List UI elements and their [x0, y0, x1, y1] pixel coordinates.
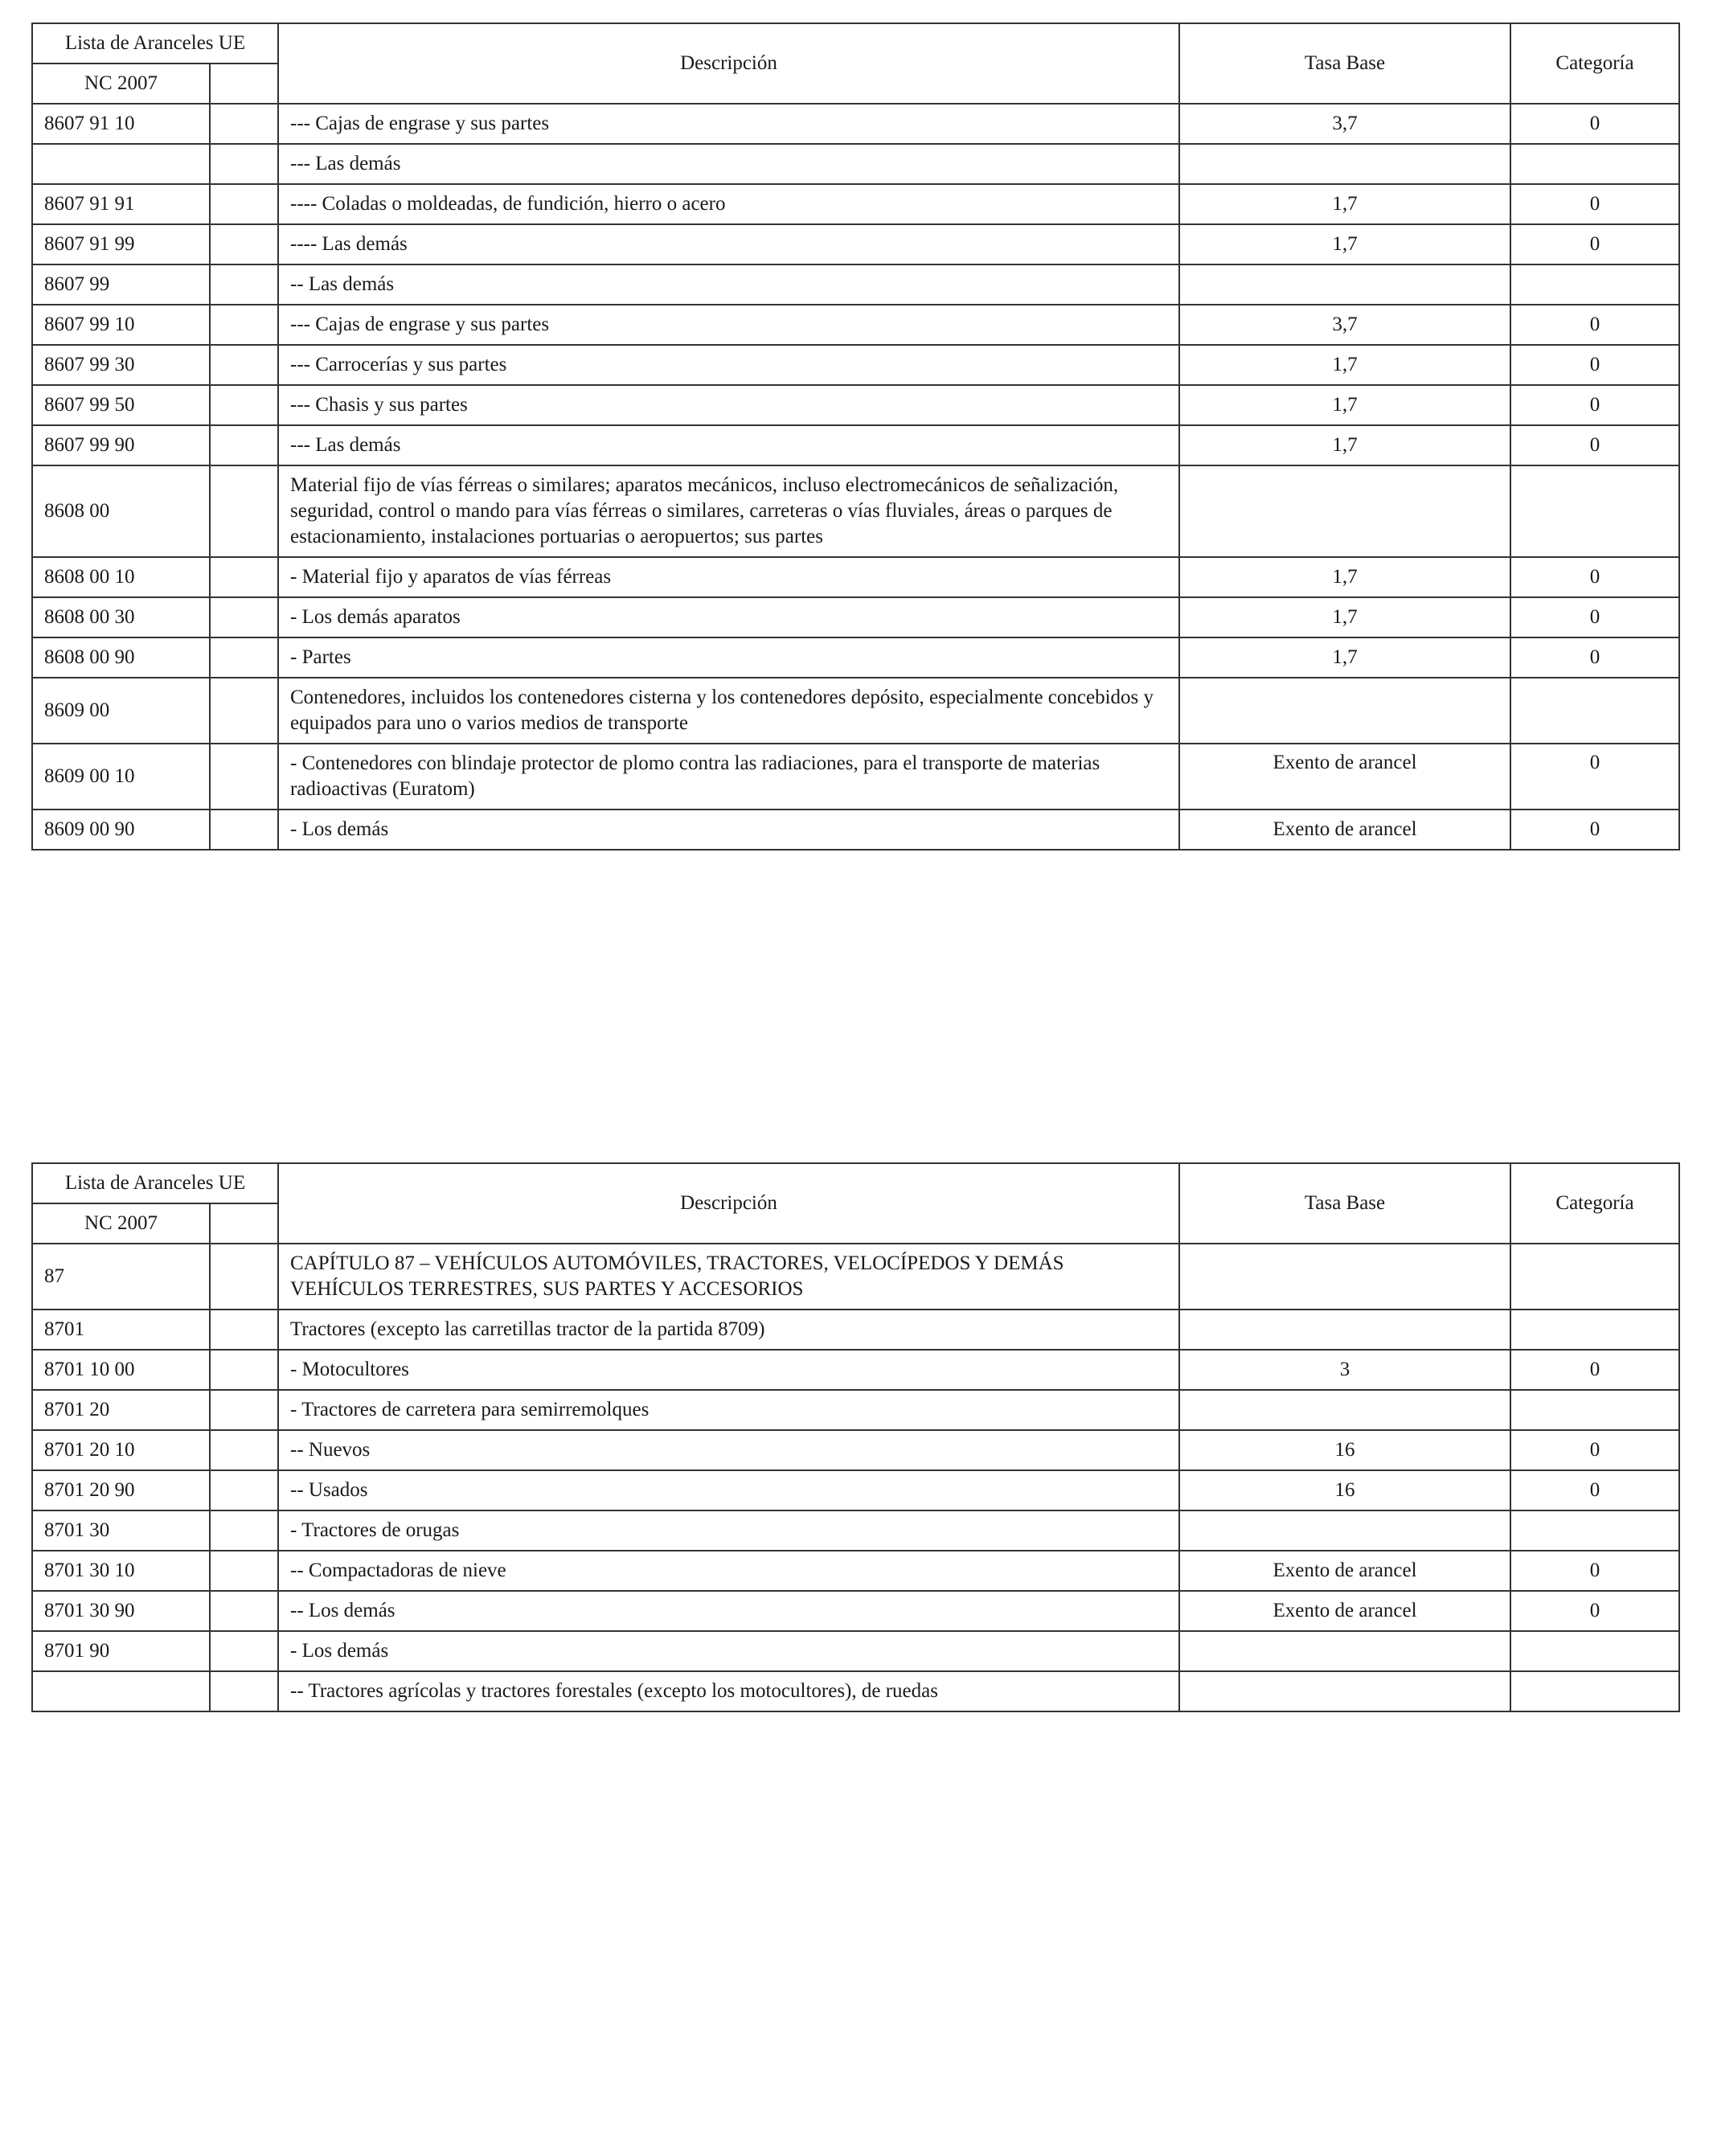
- nc-subcell: [210, 1310, 278, 1350]
- header-description: Descripción: [278, 23, 1179, 104]
- nc-code-cell: 8607 99 50: [32, 385, 210, 425]
- base-rate-cell: [1179, 1631, 1510, 1671]
- nc-code-cell: 8607 91 99: [32, 224, 210, 264]
- header-base-rate: Tasa Base: [1179, 1163, 1510, 1244]
- nc-subcell: [210, 264, 278, 305]
- table-row: [32, 744, 1679, 810]
- category-cell: 0: [1510, 810, 1679, 850]
- base-rate-cell: 3,7: [1179, 305, 1510, 345]
- nc-subcell: [210, 810, 278, 850]
- nc-code-cell: 8609 00 10: [32, 744, 210, 810]
- table-row: [32, 224, 1679, 264]
- description-cell: - Tractores de orugas: [278, 1510, 1179, 1551]
- description-cell: ---- Las demás: [278, 224, 1179, 264]
- description-cell: --- Las demás: [278, 425, 1179, 465]
- table-row: [32, 1631, 1679, 1671]
- nc-subcell: [210, 1551, 278, 1591]
- description-cell: --- Cajas de engrase y sus partes: [278, 104, 1179, 144]
- nc-code-cell: 8701: [32, 1310, 210, 1350]
- nc-subcell: [210, 1510, 278, 1551]
- category-cell: [1510, 1244, 1679, 1310]
- header-list-label: Lista de Aranceles UE: [32, 1163, 278, 1203]
- category-cell: 0: [1510, 1350, 1679, 1390]
- description-cell: - Partes: [278, 637, 1179, 678]
- header-category: Categoría: [1510, 1163, 1679, 1244]
- nc-subcell: [210, 678, 278, 744]
- table-row: [32, 425, 1679, 465]
- table-body: [32, 1244, 1679, 1711]
- nc-subcell: [210, 305, 278, 345]
- table-row: [32, 810, 1679, 850]
- base-rate-cell: 16: [1179, 1430, 1510, 1470]
- table-row: [32, 637, 1679, 678]
- nc-subcell: [210, 425, 278, 465]
- base-rate-cell: Exento de arancel: [1179, 810, 1510, 850]
- nc-subcell: [210, 345, 278, 385]
- description-cell: - Material fijo y aparatos de vías férreas: [278, 557, 1179, 597]
- category-cell: 0: [1510, 557, 1679, 597]
- base-rate-cell: [1179, 1510, 1510, 1551]
- description-cell: - Los demás: [278, 810, 1179, 850]
- nc-subcell: [210, 637, 278, 678]
- table-row: [32, 1671, 1679, 1711]
- base-rate-cell: 1,7: [1179, 637, 1510, 678]
- base-rate-cell: 1,7: [1179, 557, 1510, 597]
- description-cell: -- Las demás: [278, 264, 1179, 305]
- category-cell: 0: [1510, 1430, 1679, 1470]
- base-rate-cell: 1,7: [1179, 184, 1510, 224]
- description-cell: --- Carrocerías y sus partes: [278, 345, 1179, 385]
- nc-subcell: [210, 385, 278, 425]
- description-cell: Material fijo de vías férreas o similares; aparatos mecánicos, incluso electromecánicos de señalización, seguridad, control o mando para vías férreas o similares, carreteras o vías fluviales, áreas o parques de estacionamiento, instalaciones portuarias o aeropuertos; sus partes: [278, 465, 1179, 557]
- header-category: Categoría: [1510, 23, 1679, 104]
- table-row: [32, 1551, 1679, 1591]
- table-row: [32, 1310, 1679, 1350]
- table-row: [32, 385, 1679, 425]
- nc-subcell: [210, 1350, 278, 1390]
- description-cell: CAPÍTULO 87 – VEHÍCULOS AUTOMÓVILES, TRACTORES, VELOCÍPEDOS Y DEMÁS VEHÍCULOS TERRESTRES, SUS PARTES Y ACCESORIOS: [278, 1244, 1179, 1310]
- base-rate-cell: [1179, 465, 1510, 557]
- nc-subcell: [210, 224, 278, 264]
- nc-subcell: [210, 1390, 278, 1430]
- nc-subcell: [210, 104, 278, 144]
- description-cell: - Contenedores con blindaje protector de plomo contra las radiaciones, para el transporte de materias radioactivas (Euratom): [278, 744, 1179, 810]
- table-row: [32, 184, 1679, 224]
- category-cell: 0: [1510, 1551, 1679, 1591]
- table-row: [32, 144, 1679, 184]
- description-cell: -- Compactadoras de nieve: [278, 1551, 1179, 1591]
- base-rate-cell: Exento de arancel: [1179, 1551, 1510, 1591]
- base-rate-cell: 3: [1179, 1350, 1510, 1390]
- nc-subcell: [210, 144, 278, 184]
- category-cell: 0: [1510, 184, 1679, 224]
- base-rate-cell: 1,7: [1179, 224, 1510, 264]
- nc-code-cell: 8609 00 90: [32, 810, 210, 850]
- category-cell: [1510, 1390, 1679, 1430]
- category-cell: 0: [1510, 425, 1679, 465]
- description-cell: --- Las demás: [278, 144, 1179, 184]
- nc-code-cell: 8608 00: [32, 465, 210, 557]
- category-cell: [1510, 1310, 1679, 1350]
- table-row: [32, 557, 1679, 597]
- nc-subcell: [210, 744, 278, 810]
- description-cell: Tractores (excepto las carretillas tractor de la partida 8709): [278, 1310, 1179, 1350]
- base-rate-cell: 16: [1179, 1470, 1510, 1510]
- tariff-table-2: [31, 1162, 1680, 1712]
- nc-subcell: [210, 184, 278, 224]
- category-cell: [1510, 1671, 1679, 1711]
- description-cell: -- Nuevos: [278, 1430, 1179, 1470]
- nc-code-cell: 8607 99 10: [32, 305, 210, 345]
- nc-subcell: [210, 1631, 278, 1671]
- table-row: [32, 1470, 1679, 1510]
- nc-code-cell: 8701 20: [32, 1390, 210, 1430]
- nc-subcell: [210, 1430, 278, 1470]
- category-cell: 0: [1510, 637, 1679, 678]
- category-cell: 0: [1510, 305, 1679, 345]
- nc-code-cell: 8608 00 10: [32, 557, 210, 597]
- nc-code-cell: 8608 00 90: [32, 637, 210, 678]
- table-row: [32, 264, 1679, 305]
- category-cell: [1510, 465, 1679, 557]
- nc-code-cell: 8701 30: [32, 1510, 210, 1551]
- nc-code-cell: 8607 91 10: [32, 104, 210, 144]
- table-row: [32, 1350, 1679, 1390]
- nc-code-cell: 8607 99 30: [32, 345, 210, 385]
- nc-code-cell: [32, 1671, 210, 1711]
- header-nc-subcell: [210, 64, 278, 104]
- base-rate-cell: [1179, 1390, 1510, 1430]
- nc-code-cell: 8607 99: [32, 264, 210, 305]
- base-rate-cell: [1179, 144, 1510, 184]
- nc-subcell: [210, 465, 278, 557]
- category-cell: 0: [1510, 385, 1679, 425]
- nc-code-cell: 8701 10 00: [32, 1350, 210, 1390]
- header-nc-label: NC 2007: [32, 64, 210, 104]
- nc-code-cell: 87: [32, 1244, 210, 1310]
- table-row: [32, 597, 1679, 637]
- base-rate-cell: [1179, 264, 1510, 305]
- nc-subcell: [210, 1244, 278, 1310]
- category-cell: [1510, 144, 1679, 184]
- nc-subcell: [210, 557, 278, 597]
- base-rate-cell: 1,7: [1179, 425, 1510, 465]
- category-cell: 0: [1510, 1591, 1679, 1631]
- base-rate-cell: [1179, 1244, 1510, 1310]
- nc-code-cell: 8607 91 91: [32, 184, 210, 224]
- table-header: [32, 23, 1679, 104]
- nc-code-cell: [32, 144, 210, 184]
- tariff-table-1: [31, 23, 1680, 851]
- nc-code-cell: 8608 00 30: [32, 597, 210, 637]
- description-cell: Contenedores, incluidos los contenedores cisterna y los contenedores depósito, especialmente concebidos y equipados para uno o varios medios de transporte: [278, 678, 1179, 744]
- nc-code-cell: 8701 90: [32, 1631, 210, 1671]
- category-cell: [1510, 264, 1679, 305]
- category-cell: [1510, 678, 1679, 744]
- base-rate-cell: 1,7: [1179, 345, 1510, 385]
- base-rate-cell: 3,7: [1179, 104, 1510, 144]
- table-row: [32, 1244, 1679, 1310]
- table-row: [32, 1510, 1679, 1551]
- header-base-rate: Tasa Base: [1179, 23, 1510, 104]
- description-cell: - Los demás: [278, 1631, 1179, 1671]
- category-cell: 0: [1510, 345, 1679, 385]
- table-row: [32, 678, 1679, 744]
- category-cell: 0: [1510, 224, 1679, 264]
- description-cell: -- Tractores agrícolas y tractores forestales (excepto los motocultores), de ruedas: [278, 1671, 1179, 1711]
- description-cell: -- Usados: [278, 1470, 1179, 1510]
- nc-subcell: [210, 597, 278, 637]
- description-cell: -- Los demás: [278, 1591, 1179, 1631]
- nc-code-cell: 8609 00: [32, 678, 210, 744]
- header-nc-label: NC 2007: [32, 1203, 210, 1244]
- table-header: [32, 1163, 1679, 1244]
- category-cell: 0: [1510, 744, 1679, 810]
- nc-subcell: [210, 1671, 278, 1711]
- table-row: [32, 1591, 1679, 1631]
- nc-code-cell: 8607 99 90: [32, 425, 210, 465]
- nc-code-cell: 8701 20 10: [32, 1430, 210, 1470]
- nc-code-cell: 8701 30 90: [32, 1591, 210, 1631]
- category-cell: 0: [1510, 1470, 1679, 1510]
- description-cell: ---- Coladas o moldeadas, de fundición, hierro o acero: [278, 184, 1179, 224]
- table-row: [32, 305, 1679, 345]
- nc-subcell: [210, 1591, 278, 1631]
- base-rate-cell: 1,7: [1179, 385, 1510, 425]
- nc-code-cell: 8701 30 10: [32, 1551, 210, 1591]
- table-row: [32, 104, 1679, 144]
- header-list-label: Lista de Aranceles UE: [32, 23, 278, 64]
- table-body: [32, 104, 1679, 850]
- base-rate-cell: [1179, 1671, 1510, 1711]
- table-row: [32, 465, 1679, 557]
- category-cell: 0: [1510, 104, 1679, 144]
- category-cell: 0: [1510, 597, 1679, 637]
- table-row: [32, 1430, 1679, 1470]
- base-rate-cell: Exento de arancel: [1179, 1591, 1510, 1631]
- header-description: Descripción: [278, 1163, 1179, 1244]
- base-rate-cell: 1,7: [1179, 597, 1510, 637]
- table-row: [32, 1390, 1679, 1430]
- description-cell: --- Chasis y sus partes: [278, 385, 1179, 425]
- category-cell: [1510, 1510, 1679, 1551]
- base-rate-cell: [1179, 1310, 1510, 1350]
- header-nc-subcell: [210, 1203, 278, 1244]
- base-rate-cell: [1179, 678, 1510, 744]
- description-cell: - Los demás aparatos: [278, 597, 1179, 637]
- nc-code-cell: 8701 20 90: [32, 1470, 210, 1510]
- table-row: [32, 345, 1679, 385]
- nc-subcell: [210, 1470, 278, 1510]
- description-cell: - Motocultores: [278, 1350, 1179, 1390]
- category-cell: [1510, 1631, 1679, 1671]
- description-cell: --- Cajas de engrase y sus partes: [278, 305, 1179, 345]
- description-cell: - Tractores de carretera para semirremolques: [278, 1390, 1179, 1430]
- base-rate-cell: Exento de arancel: [1179, 744, 1510, 810]
